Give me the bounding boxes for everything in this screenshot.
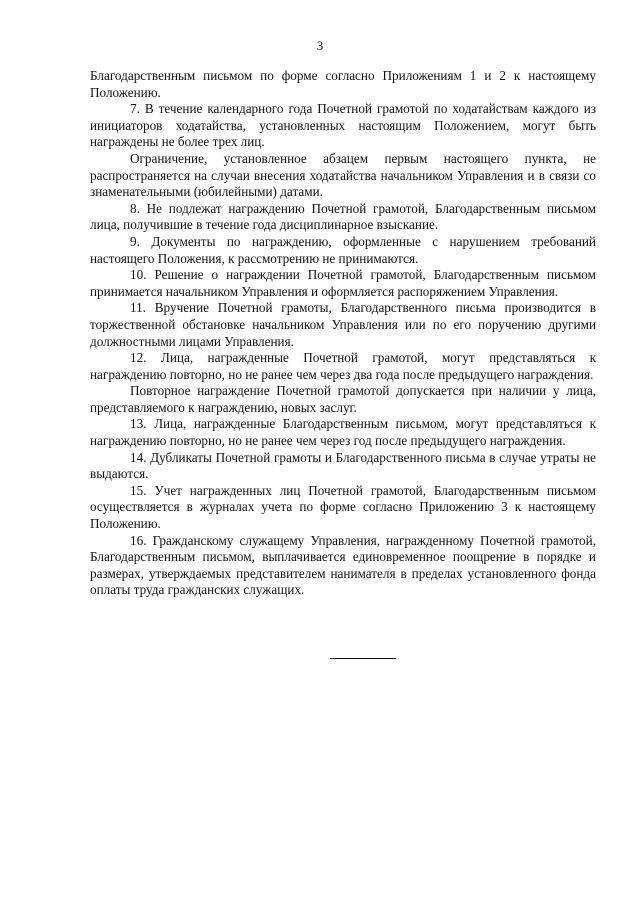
paragraph-item-13: 13. Лица, награжденные Благодарственным письмом, могут представляться к награждению повторно, но не ранее чем через год после предыдущего награждения. <box>90 416 596 449</box>
paragraph-item-9: 9. Документы по награждению, оформленные с нарушением требований настоящего Положения, к рассмотрению не принимаются. <box>90 233 596 266</box>
paragraph-item-12-repeat: Повторное награждение Почетной грамотой допускается при наличии у лица, представляемого к награждению, новых заслуг. <box>90 383 596 415</box>
paragraph-item-12: 12. Лица, награжденные Почетной грамотой, могут представляться к награждению повторно, но не ранее чем через два года после предыдущего награждения. <box>90 350 596 382</box>
paragraph-item-7: 7. В течение календарного года Почетной грамотой по ходатайствам каждого из инициаторов ходатайства, установленных настоящим Положением, могут быть награждены не более трех лиц. <box>90 101 596 150</box>
paragraph-item-14: 14. Дубликаты Почетной грамоты и Благодарственного письма в случае утраты не выдаются. <box>90 449 596 482</box>
paragraph-item-15: 15. Учет награжденных лиц Почетной грамотой, Благодарственным письмом осуществляется в журналах учета по форме согласно Приложению 3 к настоящему Положению. <box>90 482 596 532</box>
end-separator-line <box>330 658 396 659</box>
paragraph-continuation: Благодарственным письмом по форме согласно Приложениям 1 и 2 к настоящему Положению. <box>90 68 596 100</box>
paragraph-item-7-limitation: Ограничение, установленное абзацем первым настоящего пункта, не распространяется на случаи внесения ходатайства начальником Управления и в связи со знаменательными (юбилейными) датами. <box>90 150 596 200</box>
document-body <box>90 68 596 599</box>
paragraph-item-16: 16. Гражданскому служащему Управления, награжденному Почетной грамотой, Благодарственным письмом, выплачивается единовременное поощрение в порядке и размерах, утверждаемых представителем нанимателя в пределах установленного фонда оплаты труда гражданских служащих. <box>90 532 596 598</box>
paragraph-item-11: 11. Вручение Почетной грамоты, Благодарственного письма производится в торжественной обстановке начальником Управления или по его поручению другими должностными лицами Управления. <box>90 300 596 349</box>
page-number: 3 <box>316 38 324 53</box>
paragraph-item-10: 10. Решение о награждении Почетной грамотой, Благодарственным письмом принимается начальником Управления и оформляется распоряжением Управления. <box>90 267 596 299</box>
paragraph-item-8: 8. Не подлежат награждению Почетной грамотой, Благодарственным письмом лица, получившие в течение года дисциплинарное взыскание. <box>90 200 596 233</box>
